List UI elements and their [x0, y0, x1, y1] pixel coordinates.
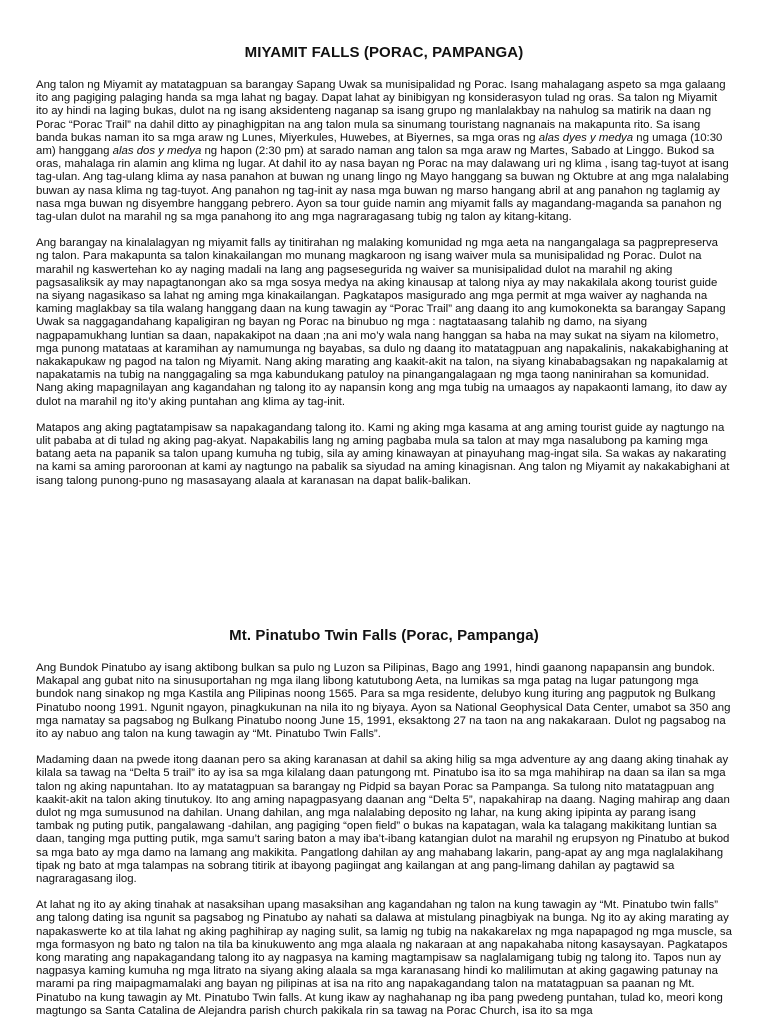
paragraph-text: Ang talon ng Miyamit ay matatagpuan sa barangay Sapang Uwak sa munisipalidad ng Porac. Isang mahalagang aspeto sa mga galaang ito ang pagiging palaging handa sa mga lahat ng bagay. Dapat lahat ay binibigyan ng konsiderasyon tulad ng oras. Sa talon ng Miyamit ito ay hindi na laging bukas, dulot na ng isang aksidenteng naganap sa isang grupo ng manlalakbay na nahulog sa matirik na daan ng Porac “Porac Trail” na dahil ditto ay pinaghigpitan na ang talon mula sa sinumang touristang nagnanais na makapunta rito. Sa isang banda bukas naman ito sa mga araw ng Lunes, Miyerkules, Huwebes, at Biyernes, sa mga oras ng	[36, 79, 726, 144]
paragraph-text: ng hapon (2:30 pm) at sarado naman ang talon sa mga araw ng Martes, Sabado at Linggo. Bukod sa oras, mahalaga rin alamin ang klima ng lugar. At dahil ito ay nasa bayan ng Porac na may dalawang uri ng klima , isang tag-tuyot at isang tag-ulan. Ang tag-ulang klima ay nasa panahon at buwan ng unang lingo ng Mayo hanggang sa buwan ng Oktubre at ang mga nalalabing buwan ay nasa klima ng tag-tuyot. Ang panahon ng tag-init ay nasa mga buwan ng marso hangang abril at ang panahon ng taglamig ay nasa mga buwan ng disyembre hanggang pebrero. Ayon sa tour guide namin ang miyamit falls ay magandang-maganda sa panahon ng tag-ulan dulot na marahil ng sa mga panahong ito ang mga nagraragasang tubig ng talon ay kitang-kitang.	[36, 145, 729, 224]
paragraph-text: Ang barangay na kinalalagyan ng miyamit falls ay tinitirahan ng malaking komunidad ng mga aeta na nangangalaga sa pagprepreserva ng talon. Para makapunta sa talon kinakailangan mo munang magkaroon ng isang waiver mula sa munisipalidad ng Porac. Dulot na marahil ng kaswertehan ko ay naging madali na lang ang pagsesegurida ng waiver sa munisipalidad dulot na marahil ng aking pagsasaliksik ay may napagtanongan ako sa mga sosya medya na aking kinausap at talong niya ay may nakakilala akong tourist guide na siyang nagasikaso sa lahat ng aming mga kinakailangan. Pagkatapos masigurado ang mga permit at mga waiver ay naghanda na kaming maglakbay sa tila walang hanggang daan na kung tawagin ay “Porac Trail” ang daang ito ang kumokonekta sa barangay Sapang Uwak sa naggagandahang kapaligiran ng bayan ng Porac na binubuo ng mga : nagtataasang talahib ng damo, na siyang nagpapamukhang luntian sa daan, napakakipot na daan ;na ani mo’y wala nang hanggan sa haba na may sukat na siyam na kilometro, mga punong matataas at karamihan ay namumunga ng bayabas, sa dulo ng daang ito matatagpuan ang napakalinis, nakakabighaning at nakakapukaw ng pagod na talon ng Miyamit. Nang aking marating ang kaakit-akit na talon, na siyang kinababagsakan ng napakalamig at napakatamis na tubig na nanggagaling sa mga kabundukang patuloy na pinangangalagaan ng mga taong naninirahan sa komunidad. Nang aking mapagnilayan ang kagandahan ng talong ito ay napansin kong ang mga tubig na umaagos ay napakaonti lamang, ito daw ay dulot na marahil ng ito’y aking puntahan ang klima ay tag-init.	[36, 237, 729, 408]
section-body	[36, 79, 732, 488]
section-body	[36, 662, 732, 1018]
paragraph-2	[36, 237, 732, 409]
section-pinatubo-twin-falls	[36, 627, 732, 1024]
paragraph-2	[36, 754, 732, 886]
paragraph-emphasis: alas dos y medya	[112, 145, 202, 158]
section-title: MIYAMIT FALLS (PORAC, PAMPANGA)	[244, 44, 524, 61]
paragraph-emphasis: alas dyes y medya	[538, 131, 634, 144]
paragraph-3	[36, 899, 732, 1018]
paragraph-3	[36, 422, 732, 488]
section-miyamit-falls	[36, 44, 732, 501]
paragraph-text: At lahat ng ito ay aking tinahak at nasaksihan upang masaksihan ang kagandahan ng talon na kung tawagin ay “Mt. Pinatubo twin falls” ang talong dating isa ngunit sa pagsabog ng Pinatubo ay nahati sa dalawa at mistulang pinagbiyak na bunga. Ng ito ay aking marating ay napakaswerte ko at tila lahat ng aking paghihirap ay naging sulit, sa lamig ng tubig na nakakarelax ng mga napapagod ng mga muscle, sa mga formasyon ng bato ng talon na tila ba kinukuwento ang mga alaala ng nakaraan at ang napakahaba nitong kasaysayan. Pagkatapos kong marating ang napakagandang talong ito ay nagpasya na kaming magtampisaw sa naglalamigang tubig ng talong ito. Tapos nun ay nagpasya kaming kumuha ng mga litrato na siyang aking alaala sa mga karanasang hindi ko malilimutan at aking gagawing patunay na marami pa ring maipagmamalaki ang bayan ng pilipinas at isa na rito ang napakagandang talon na matatagpuan sa paanan ng Mt. Pinatubo na kung tawagin ay Mt. Pinatubo Twin falls. At kung ikaw ay naghahanap ng iba pang pwedeng puntahan, tulad ko, meori kong magtungo sa Santa Catalina de Alejandra parish church pakikala rin sa tawag na Porac Church, isa ito sa mga	[36, 899, 732, 1017]
paragraph-text: ng umaga (10:30 am) hanggang	[36, 131, 723, 158]
section-title: Mt. Pinatubo Twin Falls (Porac, Pampanga)	[229, 627, 539, 644]
paragraph-1	[36, 662, 732, 741]
paragraph-1	[36, 79, 732, 224]
paragraph-text: Matapos ang aking pagtatampisaw sa napakagandang talong ito. Kami ng aking mga kasama at ang aming tourist guide ay nagtungo na ulit pababa at di tulad ng aking pag-akyat. Napakabilis lang ng aming pagbaba mula sa talon at may mga nasalubong pa kaming mga batang aeta na papanik sa talon upang kumuha ng tubig, sila ay aming kinawayan at pinayuhang mag-ingat sila. Sa wakas ay nakarating na kami sa aming paroroonan at kami ay nagtungo na pabalik sa siyudad na aming kinagisnan. Ang talon ng Miyamit ay nakakabighani at isang talong punong-puno ng masasayang alaala at karanasan na dapat balik-balikan.	[36, 421, 730, 487]
paragraph-text: Ang Bundok Pinatubo ay isang aktibong bulkan sa pulo ng Luzon sa Pilipinas, Bago ang 1991, hindi gaanong napapansin ang bundok. Makapal ang gubat nito na sinusuportahan ng mga ilang libong katutubong Aeta, na lumikas sa mga patag na lugar patungong mga bundok nang sinakop ng mga Kastila ang Pilipinas noong 1565. Para sa mga residente, delubyo kung ituring ang pagputok ng Bulkang Pinatubo noong 1991. Ngunit ngayon, pinagkukunan na nila ito ng biyaya. Ayon sa National Geophysical Data Center, umabot sa 350 ang mga namatay sa pagsabog ng Bulkang Pinatubo noong June 15, 1991, eksaktong 27 na taon na ang nakakaraan. Dulot ng pagsabog na ito ay nabuo ang talon na kung tawagin ay “Mt. Pinatubo Twin Falls”.	[36, 662, 731, 741]
paragraph-text: Madaming daan na pwede itong daanan pero sa aking karanasan at dahil sa aking hilig sa mga adventure ay ang daang aking tinahak ay kilala sa tawag na “Delta 5 trail” ito ay isa sa mga kilalang daan patungong mt. Pinatubo isa ito sa mga mahihirap na daan sa ilan sa mga talon ng aking napuntahan. Ito ay matatagpuan sa barangay ng Pidpid sa bayan Porac sa Pampanga. Sa tulong nito matatagpuan ang kaakit-akit na talon aking tinutukoy. Ito ang aming napagpasyang daanan ang “Delta 5”, napakahirap na daang. Naging mahirap ang daan dulot ng mga sumusunod na dahilan. Unang dahilan, ang mga nalalabing deposito ng lahar, na kung aking ipipinta ay parang isang tambak ng puting putik, pangalawang -dahilan, ang pagiging “open field” o bukas na kapatagan, wala ka talagang makikitang luntian sa daan, tanging mga putting putik, mga samu’t saring baton a may iba’t-ibang katangian dulot na marahil ng erupsyon ng Pinatubo at bukod sa mga bato ay mga damo na lamang ang makikita. Pangatlong dahilan ay ang mahabang lakarin, pang-apat ay ang mga naglalakihang tipak ng bato at mga talampas na sobrang titirik at ibayong pagiingat ang kailangan at ang pang-limang dahilan ay pagtawid sa nagraragasang ilog.	[36, 754, 730, 886]
